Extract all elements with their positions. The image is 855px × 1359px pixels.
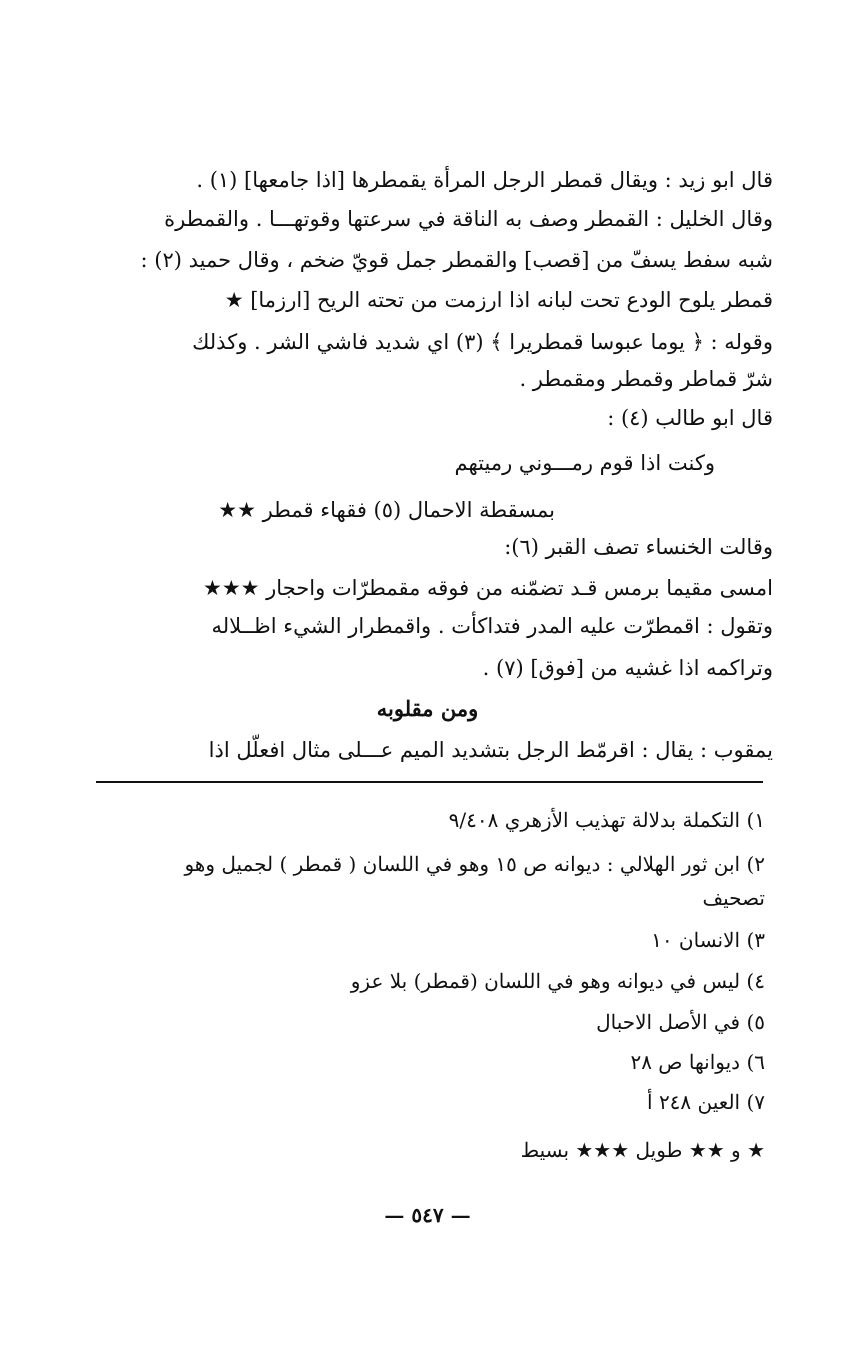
footnote-divider [96,781,763,783]
body-line-3: شبه سفط يسفّ من [قصب] والقمطر جمل قويّ ضخم ، وقال حميد (٢) : [140,248,773,272]
page-number: — ٥٤٧ — [384,1203,471,1227]
body-line-2: وقال الخليل : القمطر وصف به الناقة في سرعتها وقوتهـــا . والقمطرة [164,207,773,231]
body-line-1: قال ابو زيد : ويقال قمطر الرجل المرأة يقمطرها [اذا جامعها] (١) . [196,168,773,192]
footnote-6: ٦) ديوانها ص ٢٨ [630,1050,765,1074]
body-line-12: وتقول : اقمطرّت عليه المدر فتداكأت . واقمطرار الشيء اظــلاله [211,614,773,638]
body-line-4: قمطر يلوح الودع تحت لبانه اذا ارزمت من تحته الريح [ارزما] ★ [224,288,773,312]
footnote-2-continued: تصحيف [702,886,765,910]
footnote-2: ٢) ابن ثور الهلالي : ديوانه ص ١٥ وهو في اللسان ( قمطر ) لجميل وهو [184,852,765,876]
footnote-5: ٥) في الأصل الاحبال [596,1010,765,1034]
body-line-7: قال ابو طالب (٤) : [607,406,773,430]
body-line-15: يمقوب : يقال : اقرمّط الرجل بتشديد الميم عـــلى مثال افعلّل اذا [208,738,773,762]
body-line-5: وقوله : ﴿ يوما عبوسا قمطريرا ﴾ (٣) اي شديد فاشي الشر . وكذلك [192,330,773,354]
verse-hemistich-1: وكنت اذا قوم رمـــوني رميتهم [454,451,715,475]
verse-hemistich-2: بمسقطة الاحمال (٥) فقهاء قمطر ★★ [218,498,555,522]
body-line-11: امسى مقيما برمس قـد تضمّنه من فوقه مقمطرّات واحجار ★★★ [203,576,773,600]
footnote-7: ٧) العين ٢٤٨ أ [647,1090,765,1114]
section-heading: ومن مقلوبه [376,696,479,721]
body-line-10: وقالت الخنساء تصف القبر (٦): [504,535,773,559]
footnote-4: ٤) ليس في ديوانه وهو في اللسان (قمطر) بلا عزو [350,969,765,993]
body-line-13: وتراكمه اذا غشيه من [فوق] (٧) . [482,656,773,680]
footnote-1: ١) التكملة بدلالة تهذيب الأزهري ٩/٤٠٨ [448,808,765,832]
footnote-3: ٣) الانسان ١٠ [651,928,765,952]
body-line-6: شرّ قماطر وقمطر ومقمطر . [519,367,773,391]
meter-legend: ★ و ★★ طويل ★★★ بسيط [520,1138,765,1162]
